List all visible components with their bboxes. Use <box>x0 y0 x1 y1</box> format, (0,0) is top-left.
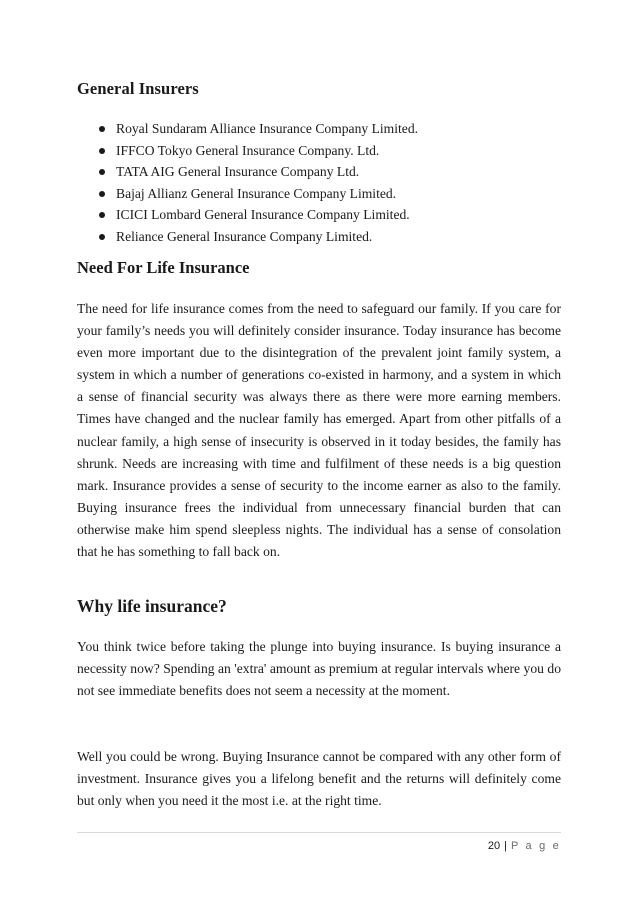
footer-separator: | <box>504 840 507 852</box>
bullet-icon <box>99 212 105 218</box>
list-item-text: Reliance General Insurance Company Limited. <box>116 228 373 244</box>
list-item <box>77 161 418 183</box>
list-item <box>77 140 418 162</box>
page-footer <box>488 840 561 852</box>
footer-divider <box>77 832 561 833</box>
list-item <box>77 204 418 226</box>
why-life-insurance-heading: Why life insurance? <box>77 596 227 616</box>
list-item <box>77 226 418 248</box>
bullet-icon <box>99 191 105 197</box>
list-item-text: Royal Sundaram Alliance Insurance Company Limited. <box>116 121 419 136</box>
list-item <box>77 183 418 205</box>
need-paragraph: The need for life insurance comes from the need to safeguard our family. If you care for your family’s needs you will definitely consider insurance. Today insurance has become even more important due to the disintegration of the prevalent joint family system, a system in which a number of generations co-existed in harmony, and a system in which a sense of financial security was always there as there were more earning members. Times have changed and the nuclear family has emerged. Apart from other pitfalls of a nuclear family, a high sense of insecurity is observed in it today besides, the family has shrunk. Needs are increasing with time and fulfilment of these needs is a big question mark. Insurance provides a sense of security to the income earner as also to the family. Buying insurance frees the individual from unnecessary financial burden that can otherwise make him spend sleepless nights. The individual has a sense of consolation that he has something to fall back on. <box>77 301 561 560</box>
bullet-icon <box>99 234 105 240</box>
why-paragraph-2: Well you could be wrong. Buying Insurance cannot be compared with any other form of investment. Insurance gives you a lifelong benefit and the returns will definitely come but only when you need it the most i.e. at the right time. <box>77 749 561 809</box>
bullet-icon <box>99 126 105 132</box>
list-item-text: IFFCO Tokyo General Insurance Company. Ltd. <box>116 142 380 158</box>
list-item-text: TATA AIG General Insurance Company Ltd. <box>116 164 360 180</box>
why-paragraph-1: You think twice before taking the plunge into buying insurance. Is buying insurance a necessity now? Spending an 'extra' amount as premium at regular intervals where you do not see immediate benefits does not seem a necessity at the moment. <box>77 639 561 699</box>
page-number: 20 <box>487 840 501 852</box>
list-item-text: Bajaj Allianz General Insurance Company Limited. <box>116 185 397 201</box>
list-item-text: ICICI Lombard General Insurance Company Limited. <box>116 207 410 223</box>
general-insurers-heading: General Insurers <box>77 79 199 98</box>
bullet-icon <box>99 148 105 154</box>
list-item <box>77 118 418 140</box>
page-label: P a g e <box>510 840 561 852</box>
general-insurers-list <box>77 118 418 248</box>
bullet-icon <box>99 169 105 175</box>
need-for-life-insurance-heading: Need For Life Insurance <box>77 258 250 277</box>
